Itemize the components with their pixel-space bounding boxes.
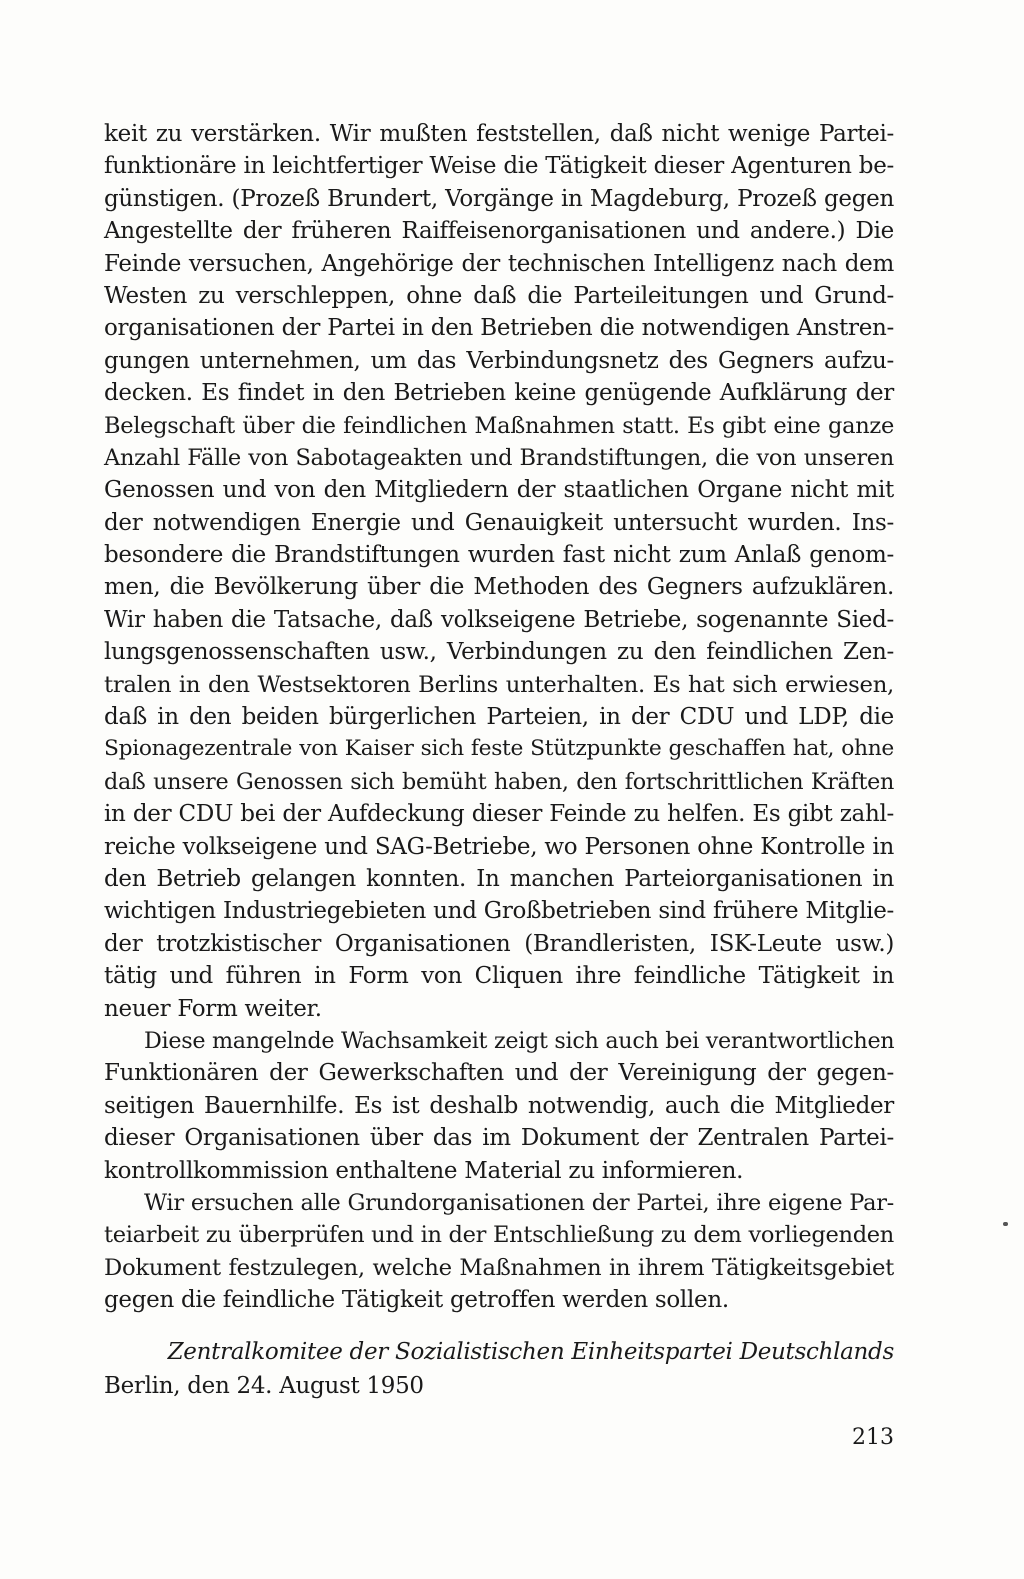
text-line: neuer Form weiter. [104, 995, 322, 1022]
body-text [104, 118, 894, 1316]
text-line: keit zu verstärken. Wir mußten feststellen, daß nicht wenige Partei- [104, 121, 894, 147]
text-line: dieser Organisationen über das im Dokument der Zentralen Partei- [104, 1125, 894, 1152]
text-line: organisationen der Partei in den Betrieben die notwendigen Anstren- [104, 315, 894, 342]
text-line: lungsgenossenschaften usw., Verbindungen zu den feindlichen Zen- [104, 639, 894, 666]
text-line: Feinde versuchen, Angehörige der technischen Intelligenz nach dem [104, 250, 894, 277]
text-line: reiche volkseigene und SAG-Betriebe, wo Personen ohne Kontrolle in [104, 833, 894, 860]
text-line: Wir ersuchen alle Grundorganisationen der Partei, ihre eigene Par- [144, 1189, 894, 1216]
text-line: wichtigen Industriegebieten und Großbetrieben sind frühere Mitglie- [104, 898, 894, 925]
text-line: Dokument festzulegen, welche Maßnahmen in ihrem Tätigkeitsgebiet [104, 1254, 894, 1281]
text-line: der notwendigen Energie und Genauigkeit untersucht wurden. Ins- [104, 509, 894, 536]
text-line: Angestellte der früheren Raiffeisenorganisationen und andere.) Die [104, 218, 894, 245]
signature-organization: Zentralkomitee der Sozialistischen Einheitspartei Deutschlands [167, 1339, 894, 1365]
paragraph [104, 1025, 894, 1187]
text-line: der trotzkistischer Organisationen (Brandleristen, ISK-Leute usw.) [104, 930, 894, 957]
signature-block [104, 1335, 894, 1403]
text-line: günstigen. (Prozeß Brundert, Vorgänge in Magdeburg, Prozeß gegen [104, 185, 894, 212]
text-line: Diese mangelnde Wachsamkeit zeigt sich auch bei verantwortlichen [144, 1027, 895, 1054]
text-line: gegen die feindliche Tätigkeit getroffen werden sollen. [104, 1287, 729, 1314]
text-line: tätig und führen in Form von Cliquen ihre feindliche Tätigkeit in [104, 963, 894, 990]
text-line: seitigen Bauernhilfe. Es ist deshalb notwendig, auch die Mitglieder [104, 1092, 894, 1119]
text-line: Funktionären der Gewerkschaften und der Vereinigung der gegen- [104, 1060, 894, 1087]
text-line: Genossen und von den Mitgliedern der staatlichen Organe nicht mit [104, 477, 894, 504]
text-line: besondere die Brandstiftungen wurden fast nicht zum Anlaß genom- [104, 542, 894, 569]
text-line: Wir haben die Tatsache, daß volkseigene Betriebe, sogenannte Sied- [104, 606, 894, 633]
text-line: daß in den beiden bürgerlichen Parteien, in der CDU und LDP, die [104, 704, 894, 731]
text-line: decken. Es findet in den Betrieben keine genügende Aufklärung der [104, 380, 894, 407]
text-line: Belegschaft über die feindlichen Maßnahmen statt. Es gibt eine ganze [104, 412, 894, 439]
text-line: tralen in den Westsektoren Berlins unterhalten. Es hat sich erwiesen, [104, 671, 894, 698]
text-line: in der CDU bei der Aufdeckung dieser Feinde zu helfen. Es gibt zahl- [104, 801, 894, 828]
text-line: kontrollkommission enthaltene Material zu informieren. [104, 1157, 744, 1184]
text-line: men, die Bevölkerung über die Methoden des Gegners aufzuklären. [104, 574, 894, 601]
page-number: 213 [852, 1425, 894, 1450]
text-line: gungen unternehmen, um das Verbindungsnetz des Gegners aufzu- [104, 347, 894, 374]
print-speck [1003, 1222, 1008, 1226]
text-line: Anzahl Fälle von Sabotageakten und Brandstiftungen, die von unseren [104, 444, 894, 471]
text-line: daß unsere Genossen sich bemüht haben, den fortschrittlichen Kräften [104, 768, 894, 795]
signature-place-date: Berlin, den 24. August 1950 [104, 1373, 424, 1399]
text-line: funktionäre in leichtfertiger Weise die Tätigkeit dieser Agenturen be- [104, 153, 894, 180]
text-line: Spionagezentrale von Kaiser sich feste Stützpunkte geschaffen hat, ohne [104, 736, 894, 762]
text-line: den Betrieb gelangen konnten. In manchen Parteiorganisationen in [104, 865, 894, 892]
text-line: Westen zu verschleppen, ohne daß die Parteileitungen und Grund- [104, 282, 894, 309]
text-line: teiarbeit zu überprüfen und in der Entschließung zu dem vorliegenden [104, 1222, 894, 1249]
paragraph [104, 118, 894, 1025]
paragraph [104, 1187, 894, 1317]
